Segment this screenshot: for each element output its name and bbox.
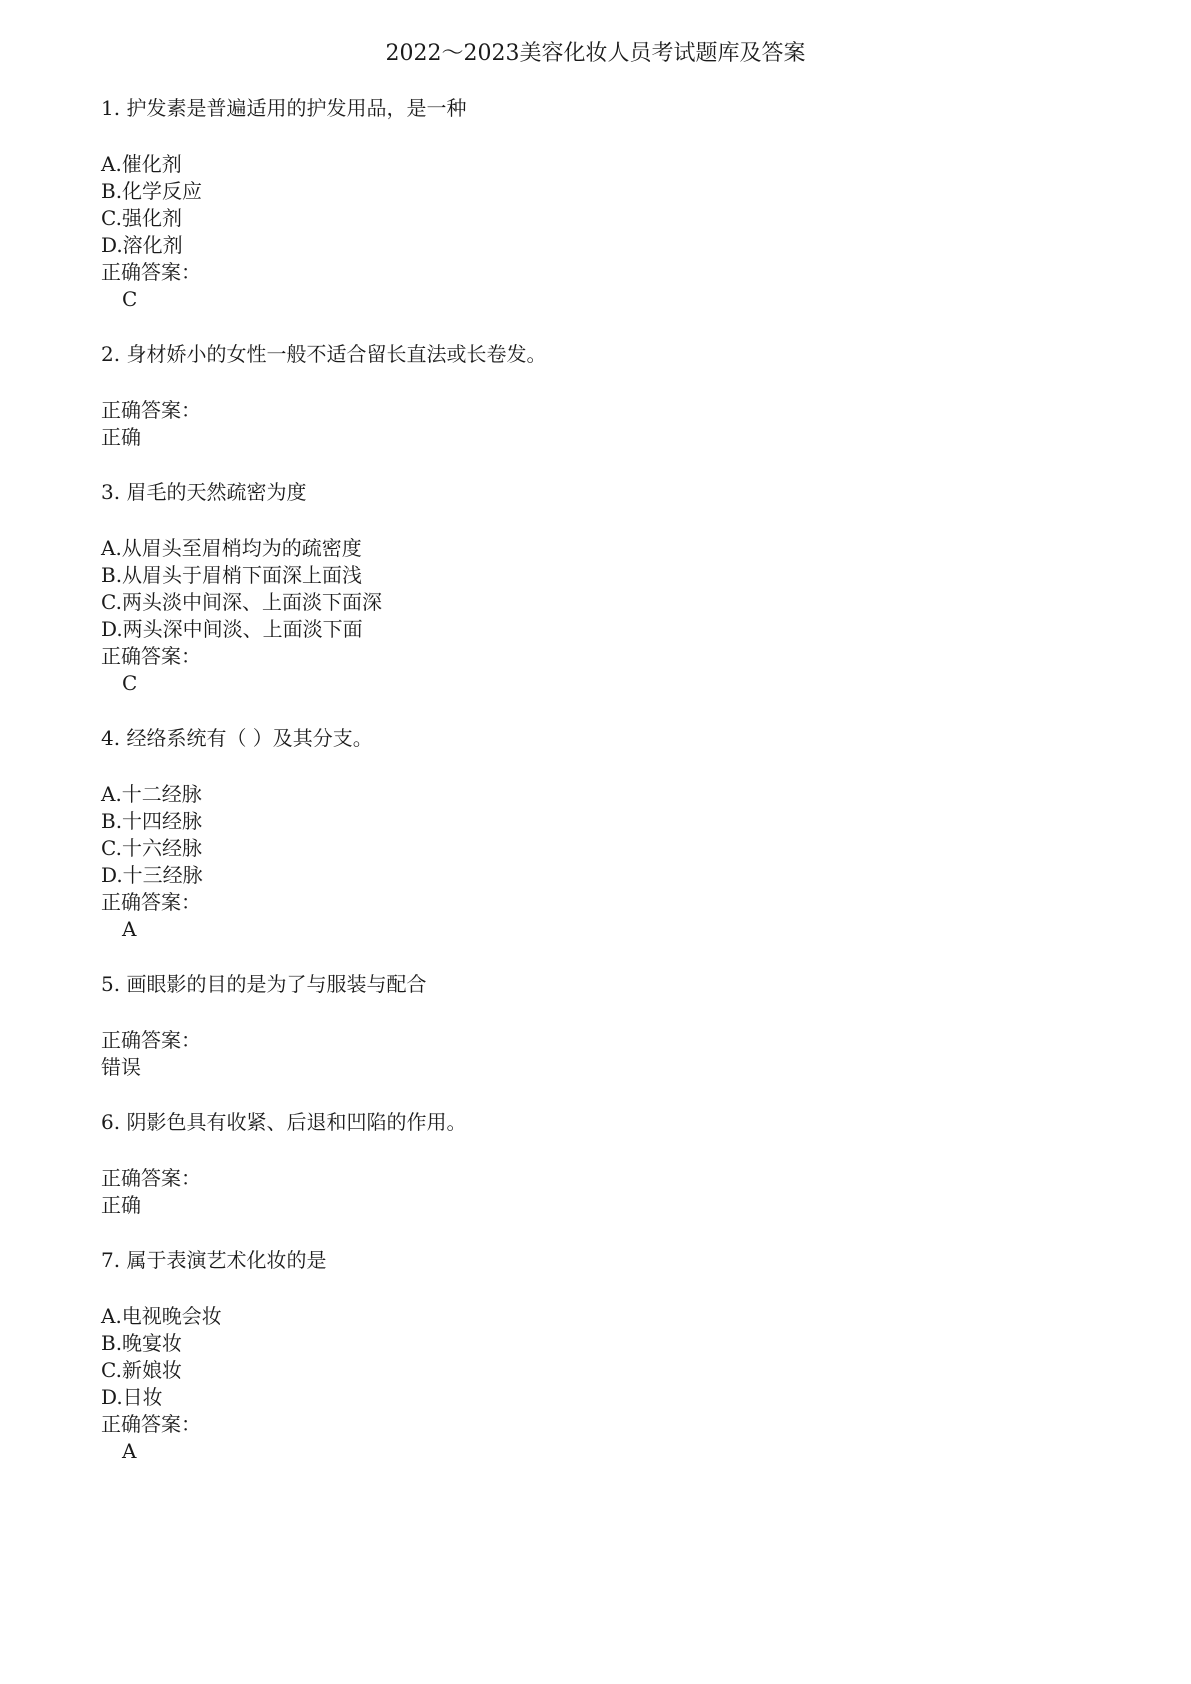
question-5-answer-label: 正确答案： xyxy=(101,1028,201,1052)
question-3-stem: 3. 眉毛的天然疏密为度 xyxy=(101,480,307,504)
question-6-answer-label: 正确答案： xyxy=(101,1166,201,1190)
question-1-stem: 1. 护发素是普遍适用的护发用品，是一种 xyxy=(101,96,467,120)
question-7-answer-label: 正确答案： xyxy=(101,1412,201,1436)
question-7-stem: 7. 属于表演艺术化妆的是 xyxy=(101,1248,327,1272)
question-4-answer-label: 正确答案： xyxy=(101,890,201,914)
question-1-answer: C xyxy=(122,287,138,311)
question-7-option-d: D.日妆 xyxy=(101,1385,163,1409)
question-1-option-c: C.强化剂 xyxy=(101,206,182,230)
question-3-option-c: C.两头淡中间深、上面淡下面深 xyxy=(101,590,382,614)
question-4-stem: 4. 经络系统有（ ）及其分支。 xyxy=(101,726,373,750)
question-1-option-a: A.催化剂 xyxy=(101,152,182,176)
question-4-answer: A xyxy=(122,917,137,941)
question-2-stem: 2. 身材娇小的女性一般不适合留长直法或长卷发。 xyxy=(101,342,547,366)
question-4-option-a: A.十二经脉 xyxy=(101,782,202,806)
question-1-option-d: D.溶化剂 xyxy=(101,233,183,257)
question-6-stem: 6. 阴影色具有收紧、后退和凹陷的作用。 xyxy=(101,1110,467,1134)
question-3-answer: C xyxy=(122,671,138,695)
question-5-stem: 5. 画眼影的目的是为了与服装与配合 xyxy=(101,972,427,996)
question-3-option-b: B.从眉头于眉梢下面深上面浅 xyxy=(101,563,363,587)
question-7-option-a: A.电视晚会妆 xyxy=(101,1304,222,1328)
question-2-answer: 正确 xyxy=(101,425,141,449)
question-5-answer: 错误 xyxy=(101,1055,141,1079)
question-1-option-b: B.化学反应 xyxy=(101,179,203,203)
question-4-option-b: B.十四经脉 xyxy=(101,809,203,833)
question-1-answer-label: 正确答案： xyxy=(101,260,201,284)
question-3-option-d: D.两头深中间淡、上面淡下面 xyxy=(101,617,363,641)
question-6-answer: 正确 xyxy=(101,1193,141,1217)
question-7-option-c: C.新娘妆 xyxy=(101,1358,182,1382)
question-7-answer: A xyxy=(122,1439,137,1463)
question-3-answer-label: 正确答案： xyxy=(101,644,201,668)
question-4-option-c: C.十六经脉 xyxy=(101,836,202,860)
document-title: 2022～2023美容化妆人员考试题库及答案 xyxy=(385,41,806,66)
question-7-option-b: B.晚宴妆 xyxy=(101,1331,183,1355)
question-4-option-d: D.十三经脉 xyxy=(101,863,203,887)
question-2-answer-label: 正确答案： xyxy=(101,398,201,422)
question-3-option-a: A.从眉头至眉梢均为的疏密度 xyxy=(101,536,362,560)
